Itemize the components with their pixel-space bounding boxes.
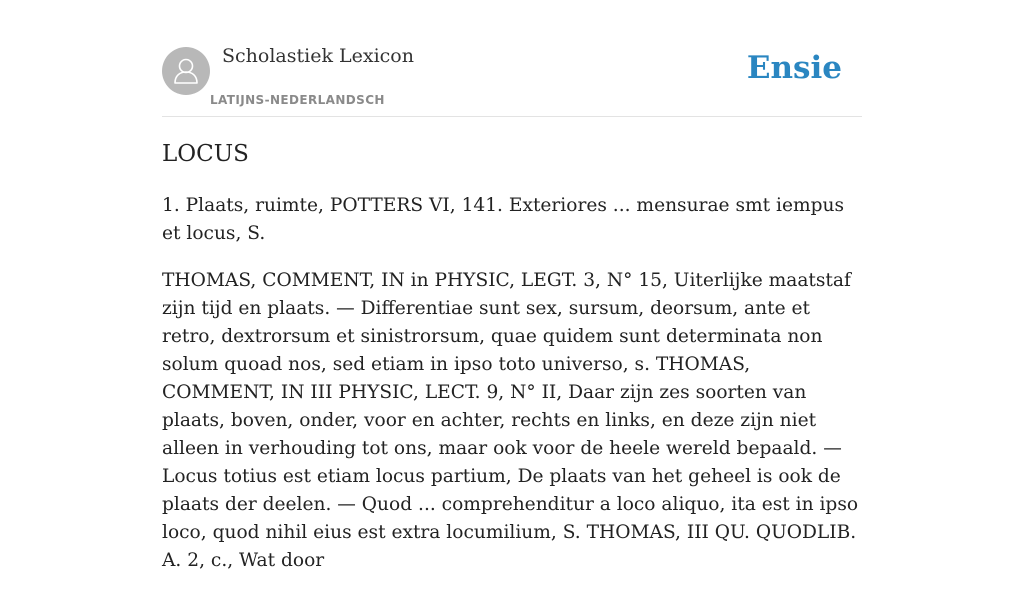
entry-paragraph: 1. Plaats, ruimte, POTTERS VI, 141. Exteriores ... mensurae smt iempus et locus, S. — [162, 195, 845, 244]
user-icon[interactable] — [162, 47, 210, 95]
site-subtitle: LATIJNS-NEDERLANDSCH — [210, 93, 385, 107]
site-title[interactable]: Scholastiek Lexicon — [222, 45, 414, 67]
entry-content — [162, 138, 862, 594]
entry-paragraph: THOMAS, COMMENT, IN in PHYSIC, LEGT. 3, N° 15, Uiterlijke maatstaf zijn tijd en plaats. — Differentiae sunt sex, sursum, deorsum, ante et retro, dextrorsum et sinistrorsum, quae quidem sunt determinata non solum quoad nos, sed etiam in ipso toto universo, s. THOMAS, COMMENT, IN III PHYSIC, LECT. 9, N° II, Daar zijn zes soorten van plaats, boven, onder, voor en achter, rechts en links, en deze zijn niet alleen in verhouding tot ons, maar ook voor de heele wereld bepaald. — Locus totius est etiam locus partium, De plaats van het geheel is ook de plaats der deelen. — Quod ... comprehenditur a loco aliquo, ita est in ipso loco, quod nihil eius est extra locumilium, S. THOMAS, III QU. QUODLIB. A. 2, c., Wat door — [162, 270, 859, 571]
ensie-logo[interactable]: Ensie — [746, 50, 842, 86]
header — [162, 0, 862, 117]
entry-title: LOCUS — [162, 141, 249, 167]
